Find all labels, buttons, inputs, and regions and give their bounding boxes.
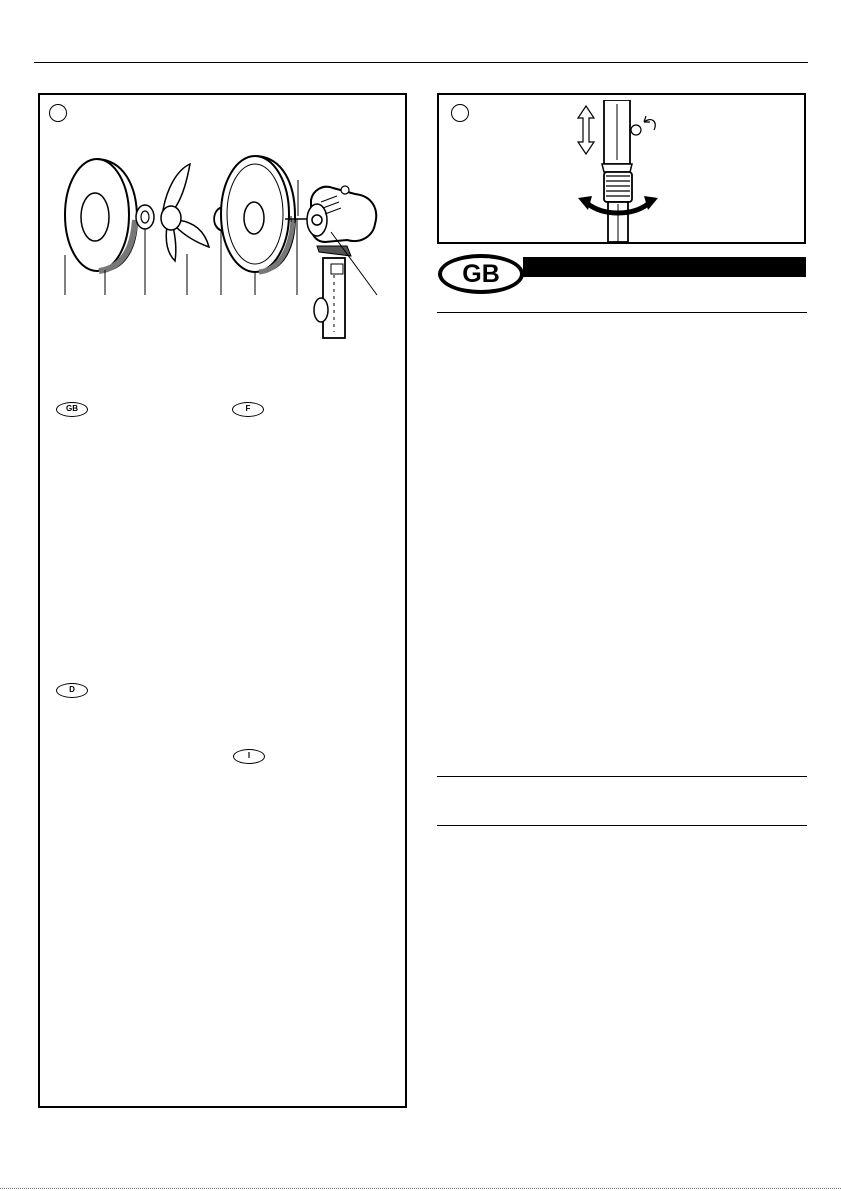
spinner-nut-icon <box>136 205 154 229</box>
fan-blade-icon <box>161 164 209 261</box>
header-rule <box>34 62 808 63</box>
gb-rule-1 <box>437 312 807 313</box>
rear-grille-icon <box>221 156 295 272</box>
language-badge-i: I <box>233 749 265 764</box>
figure-marker-2 <box>451 104 469 122</box>
up-down-arrow-icon <box>578 106 594 154</box>
lock-knob-icon <box>631 116 655 135</box>
gb-rule-3 <box>437 825 807 826</box>
motor-housing-icon <box>307 186 376 338</box>
gb-rule-2 <box>437 776 807 777</box>
front-grille-icon <box>65 159 137 271</box>
language-badge-d: D <box>56 683 88 698</box>
figure-marker-1 <box>49 104 67 122</box>
height-adjust-illustration <box>570 100 670 242</box>
fan-exploded-illustration <box>55 150 385 345</box>
gb-section-badge: GB <box>438 254 524 294</box>
language-badge-gb: GB <box>56 402 88 417</box>
language-badge-f: F <box>232 402 264 417</box>
page-bottom-edge <box>0 1188 841 1189</box>
gb-section-band <box>523 257 806 277</box>
